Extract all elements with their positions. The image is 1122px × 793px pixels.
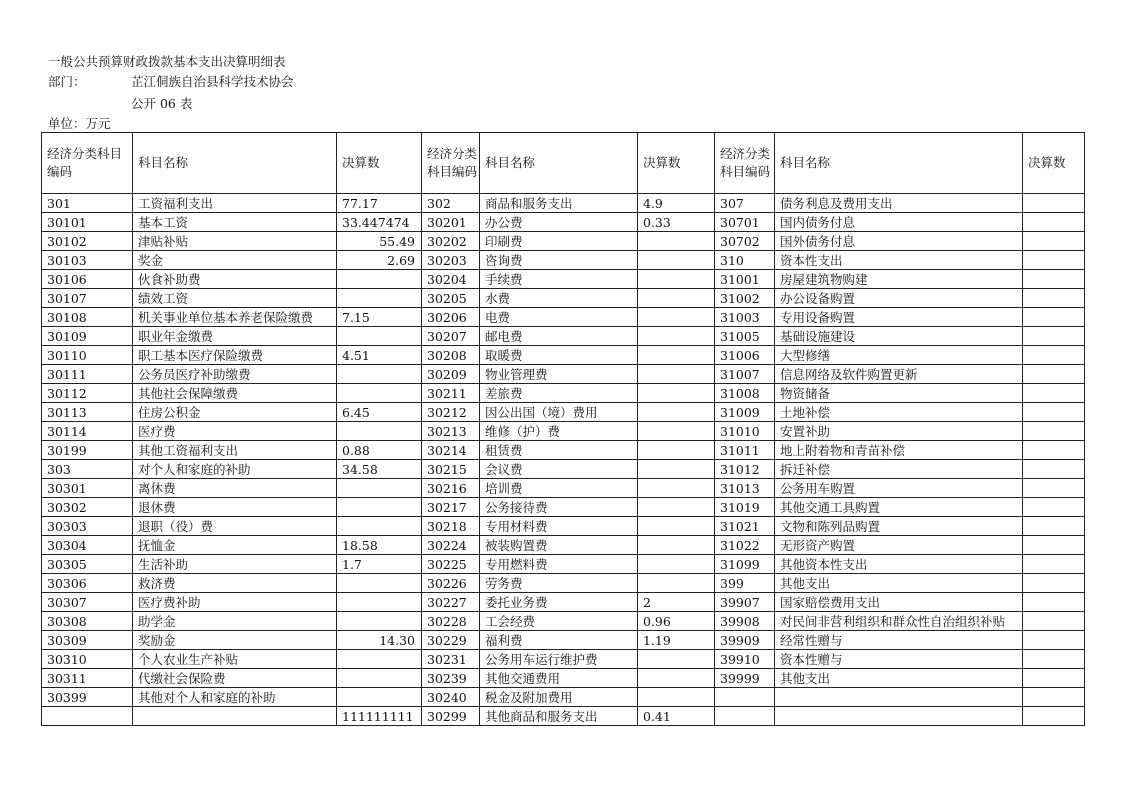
amount-cell-mid	[638, 327, 715, 346]
department-label: 部门：	[48, 74, 86, 89]
code-cell-mid: 30229	[422, 631, 480, 650]
amount-cell-left: 77.17	[337, 194, 422, 213]
name-cell-mid: 劳务费	[480, 574, 638, 593]
amount-cell-right	[1023, 669, 1085, 688]
code-cell-mid: 30216	[422, 479, 480, 498]
amount-cell-mid: 2	[638, 593, 715, 612]
amount-cell-mid	[638, 422, 715, 441]
name-cell-right: 经常性赠与	[775, 631, 1023, 650]
name-cell-right: 地上附着物和青苗补偿	[775, 441, 1023, 460]
name-cell-right: 其他资本性支出	[775, 555, 1023, 574]
amount-cell-right	[1023, 365, 1085, 384]
code-cell-mid: 30202	[422, 232, 480, 251]
name-cell-left: 其他工资福利支出	[133, 441, 337, 460]
code-cell-left: 30310	[42, 650, 133, 669]
name-cell-mid: 商品和服务支出	[480, 194, 638, 213]
amount-cell-left	[337, 650, 422, 669]
amount-cell-left: 2.69	[337, 251, 422, 270]
code-cell-left: 30199	[42, 441, 133, 460]
amount-cell-left: 4.51	[337, 346, 422, 365]
amount-cell-right	[1023, 213, 1085, 232]
table-row	[42, 289, 1085, 308]
code-cell-left: 30106	[42, 270, 133, 289]
name-cell-mid: 培训费	[480, 479, 638, 498]
table-row	[42, 517, 1085, 536]
amount-cell-left	[337, 289, 422, 308]
name-cell-mid: 公务用车运行维护费	[480, 650, 638, 669]
code-cell-left: 303	[42, 460, 133, 479]
amount-cell-mid	[638, 517, 715, 536]
amount-cell-left	[337, 384, 422, 403]
name-cell-left: 医疗费	[133, 422, 337, 441]
amount-cell-left	[337, 365, 422, 384]
name-cell-left: 职工基本医疗保险缴费	[133, 346, 337, 365]
amount-cell-left	[337, 479, 422, 498]
amount-cell-right	[1023, 650, 1085, 669]
amount-cell-right	[1023, 593, 1085, 612]
table-row	[42, 498, 1085, 517]
name-cell-left: 工资福利支出	[133, 194, 337, 213]
code-cell-left: 30308	[42, 612, 133, 631]
code-cell-left: 30108	[42, 308, 133, 327]
name-cell-mid: 手续费	[480, 270, 638, 289]
amount-cell-mid	[638, 270, 715, 289]
code-cell-right: 307	[715, 194, 775, 213]
code-cell-left: 301	[42, 194, 133, 213]
amount-cell-left: 55.49	[337, 232, 422, 251]
amount-cell-mid	[638, 384, 715, 403]
amount-cell-right	[1023, 612, 1085, 631]
code-cell-mid: 30212	[422, 403, 480, 422]
name-cell-left: 抚恤金	[133, 536, 337, 555]
amount-cell-mid: 0.96	[638, 612, 715, 631]
table-row	[42, 688, 1085, 707]
name-cell-mid: 工会经费	[480, 612, 638, 631]
table-row	[42, 555, 1085, 574]
name-cell-left: 住房公积金	[133, 403, 337, 422]
amount-cell-right	[1023, 270, 1085, 289]
code-cell-left: 30307	[42, 593, 133, 612]
amount-cell-right	[1023, 574, 1085, 593]
name-cell-right: 大型修缮	[775, 346, 1023, 365]
name-cell-left: 生活补助	[133, 555, 337, 574]
form-number: 公开 06 表	[131, 96, 193, 111]
name-cell-right: 债务利息及费用支出	[775, 194, 1023, 213]
amount-cell-right	[1023, 631, 1085, 650]
code-cell-right: 31012	[715, 460, 775, 479]
amount-cell-right	[1023, 384, 1085, 403]
name-cell-mid: 电费	[480, 308, 638, 327]
amount-cell-mid	[638, 251, 715, 270]
table-row	[42, 213, 1085, 232]
code-cell-mid: 30226	[422, 574, 480, 593]
table-row	[42, 194, 1085, 213]
table-row	[42, 536, 1085, 555]
name-cell-left: 公务员医疗补助缴费	[133, 365, 337, 384]
header-amount-left: 决算数	[337, 133, 422, 194]
code-cell-right: 30701	[715, 213, 775, 232]
amount-cell-mid	[638, 460, 715, 479]
code-cell-left: 30303	[42, 517, 133, 536]
amount-cell-left	[337, 327, 422, 346]
amount-cell-right	[1023, 422, 1085, 441]
amount-cell-right	[1023, 441, 1085, 460]
name-cell-right: 对民间非营利组织和群众性自治组织补贴	[775, 612, 1023, 631]
name-cell-right: 专用设备购置	[775, 308, 1023, 327]
code-cell-mid: 30205	[422, 289, 480, 308]
code-cell-right: 39908	[715, 612, 775, 631]
table-row	[42, 669, 1085, 688]
amount-cell-right	[1023, 460, 1085, 479]
code-cell-mid: 30225	[422, 555, 480, 574]
name-cell-right: 基础设施建设	[775, 327, 1023, 346]
name-cell-left: 退职（役）费	[133, 517, 337, 536]
amount-cell-left: 7.15	[337, 308, 422, 327]
name-cell-mid: 专用材料费	[480, 517, 638, 536]
code-cell-left: 30301	[42, 479, 133, 498]
name-cell-mid: 水费	[480, 289, 638, 308]
code-cell-mid: 30201	[422, 213, 480, 232]
table-row	[42, 270, 1085, 289]
amount-cell-right	[1023, 498, 1085, 517]
amount-cell-right	[1023, 688, 1085, 707]
code-cell-mid: 30211	[422, 384, 480, 403]
table-row	[42, 232, 1085, 251]
table-row	[42, 384, 1085, 403]
name-cell-mid: 其他交通费用	[480, 669, 638, 688]
name-cell-mid: 税金及附加费用	[480, 688, 638, 707]
code-cell-right: 31019	[715, 498, 775, 517]
name-cell-right: 信息网络及软件购置更新	[775, 365, 1023, 384]
table-row	[42, 593, 1085, 612]
name-cell-mid: 物业管理费	[480, 365, 638, 384]
name-cell-mid: 维修（护）费	[480, 422, 638, 441]
code-cell-right: 31002	[715, 289, 775, 308]
code-cell-left	[42, 707, 133, 726]
table-row	[42, 422, 1085, 441]
table-row	[42, 308, 1085, 327]
amount-cell-mid	[638, 289, 715, 308]
name-cell-right: 资本性支出	[775, 251, 1023, 270]
amount-cell-mid: 0.41	[638, 707, 715, 726]
code-cell-right: 31021	[715, 517, 775, 536]
amount-cell-mid: 0.33	[638, 213, 715, 232]
header-name-left: 科目名称	[133, 133, 337, 194]
header-code-right: 经济分类科目编码	[715, 133, 775, 194]
name-cell-mid: 取暖费	[480, 346, 638, 365]
name-cell-mid: 办公费	[480, 213, 638, 232]
code-cell-right: 310	[715, 251, 775, 270]
code-cell-right: 31007	[715, 365, 775, 384]
header-amount-right: 决算数	[1023, 133, 1085, 194]
code-cell-left: 30111	[42, 365, 133, 384]
name-cell-mid: 公务接待费	[480, 498, 638, 517]
amount-cell-left	[337, 669, 422, 688]
code-cell-mid: 30228	[422, 612, 480, 631]
amount-cell-mid	[638, 441, 715, 460]
header-code-mid: 经济分类科目编码	[422, 133, 480, 194]
code-cell-mid: 30217	[422, 498, 480, 517]
code-cell-right: 31003	[715, 308, 775, 327]
name-cell-mid: 印刷费	[480, 232, 638, 251]
amount-cell-left	[337, 498, 422, 517]
name-cell-mid: 差旅费	[480, 384, 638, 403]
name-cell-left: 其他社会保障缴费	[133, 384, 337, 403]
name-cell-mid: 会议费	[480, 460, 638, 479]
header-code-left: 经济分类科目编码	[42, 133, 133, 194]
amount-cell-right	[1023, 403, 1085, 422]
table-row	[42, 650, 1085, 669]
code-cell-mid: 30207	[422, 327, 480, 346]
code-cell-right: 31011	[715, 441, 775, 460]
code-cell-right: 39999	[715, 669, 775, 688]
name-cell-right	[775, 688, 1023, 707]
table-row	[42, 574, 1085, 593]
code-cell-mid: 30215	[422, 460, 480, 479]
amount-cell-left: 34.58	[337, 460, 422, 479]
code-cell-left: 30109	[42, 327, 133, 346]
amount-cell-right	[1023, 517, 1085, 536]
code-cell-right: 30702	[715, 232, 775, 251]
table-row	[42, 631, 1085, 650]
code-cell-right	[715, 688, 775, 707]
name-cell-right: 土地补偿	[775, 403, 1023, 422]
code-cell-left: 30311	[42, 669, 133, 688]
amount-cell-left: 6.45	[337, 403, 422, 422]
code-cell-mid: 30209	[422, 365, 480, 384]
amount-cell-mid: 1.19	[638, 631, 715, 650]
amount-cell-mid	[638, 365, 715, 384]
name-cell-left: 退休费	[133, 498, 337, 517]
name-cell-left: 职业年金缴费	[133, 327, 337, 346]
code-cell-left: 30112	[42, 384, 133, 403]
name-cell-mid: 其他商品和服务支出	[480, 707, 638, 726]
page-title: 一般公共预算财政拨款基本支出决算明细表	[48, 54, 286, 69]
table-row	[42, 403, 1085, 422]
amount-cell-left	[337, 593, 422, 612]
code-cell-left: 30114	[42, 422, 133, 441]
amount-cell-mid: 4.9	[638, 194, 715, 213]
amount-cell-mid	[638, 498, 715, 517]
unit-label: 单位：万元	[48, 116, 111, 131]
code-cell-left: 30102	[42, 232, 133, 251]
amount-cell-right	[1023, 194, 1085, 213]
code-cell-mid: 30231	[422, 650, 480, 669]
amount-cell-right	[1023, 232, 1085, 251]
amount-cell-left: 18.58	[337, 536, 422, 555]
name-cell-right: 国家赔偿费用支出	[775, 593, 1023, 612]
code-cell-mid: 30213	[422, 422, 480, 441]
name-cell-right: 房屋建筑物购建	[775, 270, 1023, 289]
name-cell-right: 国外债务付息	[775, 232, 1023, 251]
code-cell-left: 30305	[42, 555, 133, 574]
name-cell-right: 其他支出	[775, 669, 1023, 688]
amount-cell-mid	[638, 346, 715, 365]
code-cell-left: 30113	[42, 403, 133, 422]
code-cell-left: 30309	[42, 631, 133, 650]
name-cell-left: 离休费	[133, 479, 337, 498]
code-cell-right: 31009	[715, 403, 775, 422]
code-cell-mid: 30208	[422, 346, 480, 365]
code-cell-mid: 30224	[422, 536, 480, 555]
amount-cell-mid	[638, 650, 715, 669]
code-cell-right: 31008	[715, 384, 775, 403]
code-cell-right: 399	[715, 574, 775, 593]
code-cell-right: 31005	[715, 327, 775, 346]
code-cell-left: 30306	[42, 574, 133, 593]
table-row	[42, 460, 1085, 479]
code-cell-right: 39910	[715, 650, 775, 669]
amount-cell-mid	[638, 669, 715, 688]
table-row	[42, 251, 1085, 270]
name-cell-left: 机关事业单位基本养老保险缴费	[133, 308, 337, 327]
amount-cell-mid	[638, 688, 715, 707]
amount-cell-mid	[638, 479, 715, 498]
amount-cell-left: 33.447474	[337, 213, 422, 232]
name-cell-right: 其他交通工具购置	[775, 498, 1023, 517]
name-cell-left: 绩效工资	[133, 289, 337, 308]
table-row	[42, 612, 1085, 631]
name-cell-mid: 专用燃料费	[480, 555, 638, 574]
name-cell-right: 物资储备	[775, 384, 1023, 403]
name-cell-right: 资本性赠与	[775, 650, 1023, 669]
code-cell-right: 39909	[715, 631, 775, 650]
name-cell-left: 对个人和家庭的补助	[133, 460, 337, 479]
table-row	[42, 365, 1085, 384]
code-cell-right: 31013	[715, 479, 775, 498]
name-cell-right: 安置补助	[775, 422, 1023, 441]
amount-cell-right	[1023, 289, 1085, 308]
code-cell-left: 30304	[42, 536, 133, 555]
amount-cell-right	[1023, 308, 1085, 327]
expenditure-detail-table	[41, 132, 1085, 726]
code-cell-mid: 30204	[422, 270, 480, 289]
code-cell-mid: 30214	[422, 441, 480, 460]
name-cell-right: 国内债务付息	[775, 213, 1023, 232]
name-cell-left	[133, 707, 337, 726]
table-row	[42, 441, 1085, 460]
amount-cell-mid	[638, 536, 715, 555]
name-cell-right: 办公设备购置	[775, 289, 1023, 308]
name-cell-left: 基本工资	[133, 213, 337, 232]
code-cell-right: 31010	[715, 422, 775, 441]
name-cell-mid: 被装购置费	[480, 536, 638, 555]
name-cell-right: 公务用车购置	[775, 479, 1023, 498]
code-cell-right: 31001	[715, 270, 775, 289]
amount-cell-left	[337, 270, 422, 289]
name-cell-left: 津贴补贴	[133, 232, 337, 251]
name-cell-left: 代缴社会保险费	[133, 669, 337, 688]
amount-cell-left: 111111111	[337, 707, 422, 726]
code-cell-left: 30103	[42, 251, 133, 270]
name-cell-right: 文物和陈列品购置	[775, 517, 1023, 536]
name-cell-mid: 福利费	[480, 631, 638, 650]
code-cell-mid: 30206	[422, 308, 480, 327]
name-cell-right: 拆迁补偿	[775, 460, 1023, 479]
name-cell-left: 伙食补助费	[133, 270, 337, 289]
amount-cell-right	[1023, 346, 1085, 365]
code-cell-right: 39907	[715, 593, 775, 612]
amount-cell-right	[1023, 479, 1085, 498]
amount-cell-mid	[638, 574, 715, 593]
name-cell-right	[775, 707, 1023, 726]
name-cell-left: 救济费	[133, 574, 337, 593]
amount-cell-left	[337, 422, 422, 441]
table-row	[42, 479, 1085, 498]
amount-cell-mid	[638, 308, 715, 327]
amount-cell-left	[337, 688, 422, 707]
name-cell-mid: 租赁费	[480, 441, 638, 460]
table-row	[42, 707, 1085, 726]
code-cell-left: 30302	[42, 498, 133, 517]
code-cell-mid: 30227	[422, 593, 480, 612]
header-name-right: 科目名称	[775, 133, 1023, 194]
header-name-mid: 科目名称	[480, 133, 638, 194]
code-cell-mid: 30240	[422, 688, 480, 707]
amount-cell-right	[1023, 327, 1085, 346]
name-cell-mid: 邮电费	[480, 327, 638, 346]
code-cell-left: 30110	[42, 346, 133, 365]
name-cell-mid: 因公出国（境）费用	[480, 403, 638, 422]
amount-cell-right	[1023, 251, 1085, 270]
code-cell-mid: 302	[422, 194, 480, 213]
amount-cell-left: 0.88	[337, 441, 422, 460]
header-amount-mid: 决算数	[638, 133, 715, 194]
code-cell-right: 31022	[715, 536, 775, 555]
code-cell-right	[715, 707, 775, 726]
department-name: 芷江侗族自治县科学技术协会	[131, 74, 294, 89]
amount-cell-right	[1023, 707, 1085, 726]
amount-cell-mid	[638, 232, 715, 251]
amount-cell-right	[1023, 555, 1085, 574]
amount-cell-left	[337, 612, 422, 631]
amount-cell-left	[337, 517, 422, 536]
code-cell-mid: 30203	[422, 251, 480, 270]
code-cell-left: 30399	[42, 688, 133, 707]
name-cell-left: 个人农业生产补贴	[133, 650, 337, 669]
code-cell-right: 31099	[715, 555, 775, 574]
name-cell-left: 其他对个人和家庭的补助	[133, 688, 337, 707]
table-row	[42, 346, 1085, 365]
table-row	[42, 327, 1085, 346]
amount-cell-left: 1.7	[337, 555, 422, 574]
code-cell-mid: 30299	[422, 707, 480, 726]
amount-cell-right	[1023, 536, 1085, 555]
name-cell-right: 其他支出	[775, 574, 1023, 593]
name-cell-left: 奖金	[133, 251, 337, 270]
code-cell-left: 30107	[42, 289, 133, 308]
name-cell-mid: 委托业务费	[480, 593, 638, 612]
name-cell-right: 无形资产购置	[775, 536, 1023, 555]
amount-cell-mid	[638, 403, 715, 422]
code-cell-mid: 30218	[422, 517, 480, 536]
name-cell-left: 助学金	[133, 612, 337, 631]
name-cell-left: 医疗费补助	[133, 593, 337, 612]
name-cell-left: 奖励金	[133, 631, 337, 650]
code-cell-left: 30101	[42, 213, 133, 232]
table-header-row	[42, 133, 1085, 194]
code-cell-mid: 30239	[422, 669, 480, 688]
amount-cell-left	[337, 574, 422, 593]
code-cell-right: 31006	[715, 346, 775, 365]
amount-cell-left: 14.30	[337, 631, 422, 650]
amount-cell-mid	[638, 555, 715, 574]
name-cell-mid: 咨询费	[480, 251, 638, 270]
